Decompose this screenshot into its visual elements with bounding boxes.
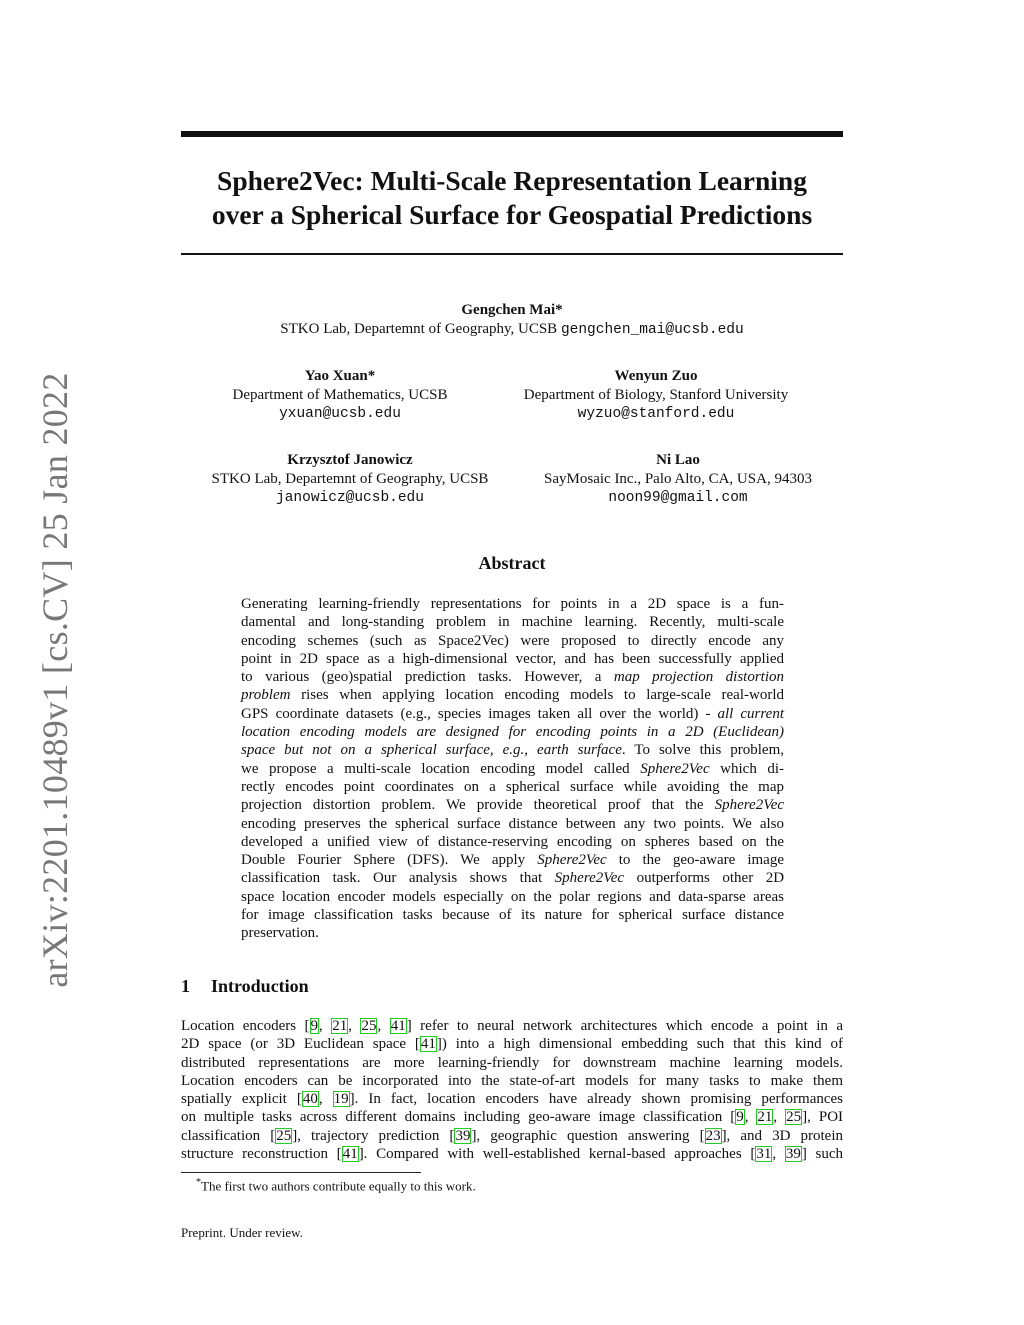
model-name: Sphere2Vec [537,852,607,869]
author-name: Krzysztof Janowicz [287,452,413,468]
emphasis-text: map projection distortion [613,669,784,686]
emphasis-text: problem [241,687,291,704]
intro-line: spatially explicit [40, 19]. In fact, location encoders have already shown promising performances [181,1091,844,1108]
abstract-line: preservation. [241,925,319,942]
abstract-line: we propose a multi-scale location encoding model called Sphere2Vec which di- [241,760,785,777]
citation-link[interactable]: 40 [302,1091,318,1108]
abstract-line: Generating learning-friendly representations for points in a 2D space is a fun- [241,596,784,612]
abstract-line: problem rises when applying location encoding models to large-scale real-world [241,687,784,704]
author-block-2 [190,367,490,424]
citation-link[interactable]: 39 [455,1127,471,1144]
abstract-line: point in 2D space as a high-dimensional vector, and has been successfully applied [241,650,784,667]
author-email[interactable]: noon99@gmail.com [608,490,748,506]
abstract-line: rectly encodes point coordinates on a spherical surface while avoiding the map [241,778,784,795]
citation-link[interactable]: 41 [420,1036,436,1053]
author-block-4 [190,451,510,508]
author-email[interactable]: yxuan@ucsb.edu [279,406,401,422]
emphasis-text: all current [717,705,784,722]
citation-link[interactable]: 25 [361,1018,377,1034]
author-block-5 [522,451,834,508]
citation-link[interactable]: 19 [333,1091,349,1108]
citation-link[interactable]: 23 [705,1127,721,1144]
citation-link[interactable]: 31 [756,1146,772,1163]
abstract-line: encoding preserves the spherical surface distance between any two points. We also [241,815,784,832]
abstract-line: developed a unified view of distance-reserving encoding on spheres based on the [241,833,784,850]
author-affiliation: STKO Lab, Departemnt of Geography, UCSB [211,471,489,487]
paper-title [181,164,843,232]
author-affiliation: SayMosaic Inc., Palo Alto, CA, USA, 94303 [544,471,812,487]
author-email[interactable]: janowicz@ucsb.edu [276,490,424,506]
citation-link[interactable]: 25 [276,1127,292,1144]
author-name: Gengchen Mai* [461,302,563,318]
author-affiliation: Department of Biology, Stanford University [523,387,789,403]
abstract-line: space location encoder models especially on the polar regions and data-sparse areas [241,888,784,905]
abstract-line: damental and long-standing problem in machine learning. Recently, multi-scale [241,614,784,631]
model-name: Sphere2Vec [714,797,785,814]
abstract-line: GPS coordinate datasets (e.g., species images taken all over the world) - all current [241,705,784,722]
citation-link[interactable]: 25 [786,1109,802,1126]
footnote-text: The first two authors contribute equally to this work. [201,1178,476,1194]
section-title: Introduction [211,976,309,996]
abstract-heading: Abstract [478,553,546,573]
section-heading [181,976,309,997]
footnote-rule [181,1172,421,1173]
model-name: Sphere2Vec [640,760,710,777]
citation-link[interactable]: 39 [785,1146,801,1163]
abstract-line: space but not on a spherical surface, e.g., earth surface. To solve this problem, [241,742,785,759]
author-email[interactable]: wyzuo@stanford.edu [577,406,735,422]
intro-line: 2D space (or 3D Euclidean space [41]) into a high dimensional embedding such that this kind of [181,1036,843,1053]
citation-link[interactable]: 41 [390,1018,406,1034]
abstract-line: Double Fourier Sphere (DFS). We apply Sphere2Vec to the geo-aware image [241,852,784,869]
intro-line: Location encoders can be incorporated into the state-of-art models for many tasks to make them [181,1072,843,1089]
author-name: Ni Lao [656,452,700,468]
author-affiliation: STKO Lab, Departemnt of Geography, UCSB gengchen_mai@ucsb.edu [280,321,744,338]
title-bottom-rule [181,253,843,255]
title-top-rule [181,131,843,137]
arxiv-side-label: arXiv:2201.10489v1 [cs.CV] 25 Jan 2022 [35,372,75,988]
footnote-mark: * [196,1177,201,1188]
preprint-notice: Preprint. Under review. [181,1225,303,1240]
footnote [196,1177,476,1194]
abstract-line: encoding schemes (such as Space2Vec) were proposed to directly encode any [241,632,784,649]
intro-line: on multiple tasks across different domains including geo-aware image classification [9, 21, 25], POI [181,1109,844,1126]
emphasis-text: space but not on a spherical surface, e.g., earth surface [241,742,622,759]
introduction-body [181,1017,843,1163]
section-number: 1 [181,976,190,996]
abstract-line: location encoding models are designed for encoding points in a 2D (Euclidean) [241,724,784,741]
citation-link[interactable]: 41 [342,1146,358,1163]
abstract-line: for image classification tasks because of its nature for spherical surface distance [241,907,784,924]
abstract-line: projection distortion problem. We provide theoretical proof that the Sphere2Vec [241,797,785,814]
intro-line: classification [25], trajectory prediction [39], geographic question answering [23], and 3D protein [181,1127,843,1144]
intro-line: Location encoders [9, 21, 25, 41] refer to neural network architectures which encode a point in a [181,1018,843,1034]
citation-link[interactable]: 9 [310,1018,319,1034]
author-name: Yao Xuan* [304,368,376,384]
author-block-3 [505,367,807,424]
model-name: Sphere2Vec [554,870,625,887]
abstract-line: classification task. Our analysis shows that Sphere2Vec outperforms other 2D [241,870,785,887]
author-affiliation: Department of Mathematics, UCSB [232,387,448,403]
citation-link[interactable]: 21 [757,1109,773,1126]
author-email[interactable]: gengchen_mai@ucsb.edu [560,322,744,338]
title-line-2: over a Spherical Surface for Geospatial Predictions [211,199,813,230]
abstract-body [241,595,784,943]
citation-link[interactable]: 9 [736,1109,744,1126]
intro-line: structure reconstruction [41]. Compared with well-established kernal-based approaches [31, 39] such [181,1146,844,1163]
author-block-1 [181,301,843,340]
abstract-line: to various (geo)spatial prediction tasks. However, a map projection distortion [241,669,784,686]
intro-line: distributed representations are more learning-friendly for downstream machine learning models. [181,1054,843,1071]
title-line-1: Sphere2Vec: Multi-Scale Representation Learning [217,165,807,196]
citation-link[interactable]: 21 [332,1018,348,1034]
author-name: Wenyun Zuo [614,368,698,384]
